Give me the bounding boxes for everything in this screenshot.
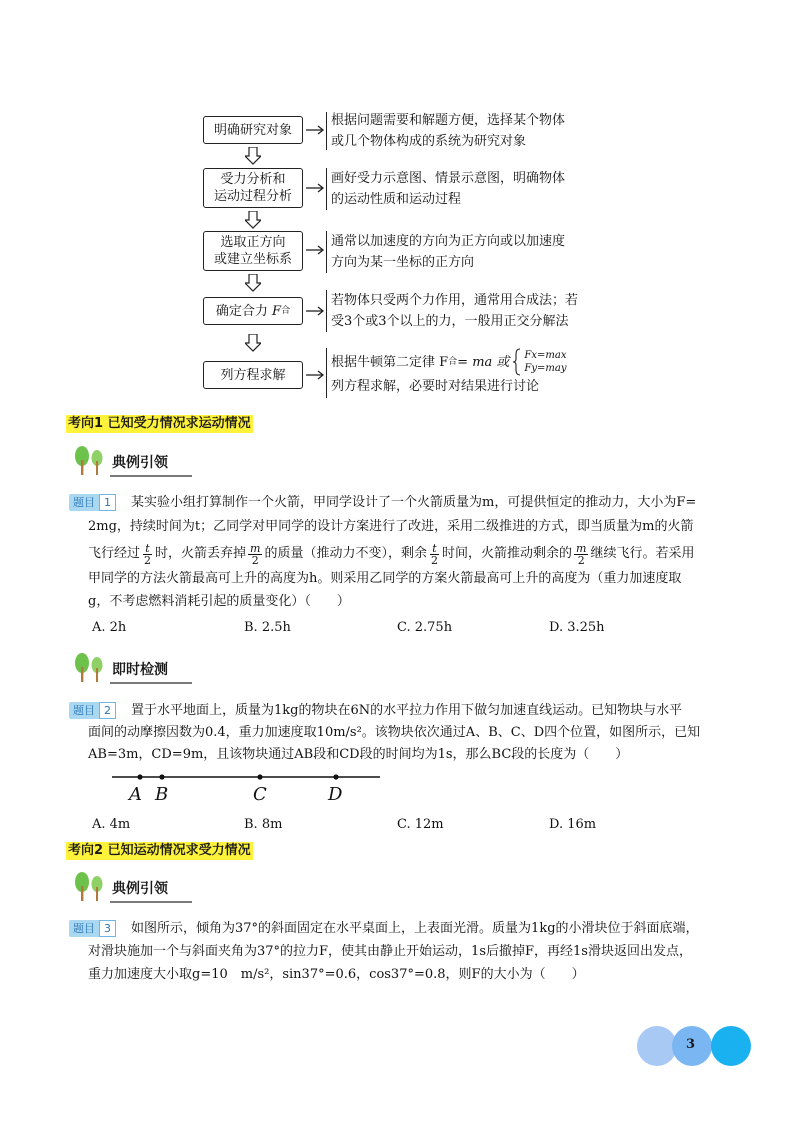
fraction-numerator: t [145, 541, 150, 555]
flow-desc-line: 画好受力示意图、情景示意图，明确物体 [331, 171, 566, 186]
flow-box-net-force [203, 297, 303, 325]
option-b[interactable]: B. 2.5h [244, 620, 291, 635]
brace-line [326, 168, 327, 210]
point-c [257, 774, 262, 779]
point-a [137, 774, 142, 779]
question-number: 3 [99, 920, 116, 937]
question-text-line: 如图所示，倾角为37°的斜面固定在水平桌面上，上表面光滑。质量为1kg的小滑块位于斜面底端， [131, 921, 699, 936]
flow-desc-line: 方向为某一坐标的正方向 [331, 255, 475, 270]
component-equations [524, 349, 566, 375]
right-arrow-icon [306, 182, 326, 194]
flow-box-label: 列方程求解 [220, 367, 286, 383]
newton-law-line [331, 348, 566, 376]
subheading-label: 典例引领 [112, 455, 168, 471]
page-number: 3 [686, 1037, 696, 1052]
label-a: A [129, 784, 142, 805]
subheading-example [70, 872, 192, 906]
question-tag [69, 702, 116, 719]
option-c[interactable]: C. 12m [397, 817, 444, 832]
right-arrow-icon [306, 369, 326, 381]
subheading-check [70, 653, 192, 687]
flow-box-coordinate [203, 231, 303, 271]
subheading-underline [110, 901, 192, 903]
option-a[interactable]: A. 4m [92, 817, 131, 832]
question-number: 2 [99, 702, 116, 719]
flow-desc [331, 290, 578, 332]
label-c: C [253, 784, 267, 805]
subheading-underline [110, 682, 192, 684]
flow-desc-text: 根据牛顿第二定律 F [331, 354, 449, 370]
flow-box-label: 选取正方向 [220, 235, 286, 250]
label-b: B [155, 784, 169, 805]
text-segment: 时间，火箭推动剩余的 [441, 546, 572, 561]
question-text-line: AB=3m，CD=9m，且该物块通过AB段和CD段的时间均为1s，那么BC段的长度为（ ） [88, 747, 629, 762]
fraction-denominator: 2 [251, 553, 259, 567]
flow-desc-line: 若物体只受两个力作用，通常用合成法；若 [331, 293, 579, 308]
right-arrow-icon [306, 244, 326, 256]
tree-icon [72, 872, 108, 902]
question-text-line: 对滑块施加一个与斜面夹角为37°的拉力F，使其由静止开始运动，1s后撤掉F，再经1s滑块返回出发点， [88, 944, 692, 959]
flow-desc [331, 168, 565, 210]
flow-box-label: 明确研究对象 [213, 122, 292, 138]
fraction [142, 543, 153, 566]
force-symbol: F [272, 303, 282, 319]
flow-desc-line: 的运动性质和运动过程 [331, 192, 462, 207]
force-subscript: 合 [448, 356, 458, 367]
question-text-line: 置于水平地面上，质量为1kg的物块在6N的水平拉力作用下做匀加速直线运动。已知物块与水平 [131, 703, 683, 718]
text-segment: 飞行经过 [88, 546, 141, 561]
fraction-denominator: 2 [577, 553, 585, 567]
flow-desc-line: 根据问题需要和解题方便，选择某个物体 [331, 113, 566, 128]
flow-box-force-analysis [203, 168, 303, 208]
option-c[interactable]: C. 2.75h [397, 620, 453, 635]
question-text-line: 2mg，持续时间为t；乙同学对甲同学的设计方案进行了改进，采用二级推进的方式，即当质量为m的火箭 [88, 519, 694, 534]
down-arrow-icon [245, 211, 261, 229]
point-b [159, 774, 164, 779]
flow-desc-line: 通常以加速度的方向为正方向或以加速度 [331, 234, 566, 249]
flow-desc-text: = ma 或 [457, 354, 510, 370]
tree-icon [72, 446, 108, 476]
option-b[interactable]: B. 8m [244, 817, 283, 832]
question-tag-label: 题目 [69, 494, 99, 511]
point-d [333, 774, 338, 779]
fraction-denominator: 2 [144, 553, 152, 567]
question-text-line [88, 540, 694, 568]
question-text-line: 重力加速度大小取g=10 m/s²，sin37°=0.6，cos37°=0.8，则F的大小为（ ） [88, 967, 585, 982]
down-arrow-icon [245, 274, 261, 292]
question-tag-label: 题目 [69, 920, 99, 937]
question-text-line: 甲同学的方法火箭最高可上升的高度为h。则采用乙同学的方案火箭最高可上升的高度为（重力加速度取 [88, 571, 682, 586]
label-d: D [328, 784, 343, 805]
flow-box-label: 确定合力 [215, 303, 268, 319]
flow-desc-line: 受3个或3个以上的力，一般用正交分解法 [331, 314, 569, 329]
flow-desc [331, 231, 565, 273]
option-a[interactable]: A. 2h [92, 620, 127, 635]
question-text-line: 面间的动摩擦因数为0.4，重力加速度取10m/s²。该物块依次通过A、B、C、D四个位置，如图所示，已知 [88, 725, 701, 740]
subheading-label: 典例引领 [112, 881, 168, 897]
fraction-denominator: 2 [430, 553, 438, 567]
flow-box-label: 运动过程分析 [213, 189, 292, 204]
text-segment: 的质量（推动力不变），剩余 [264, 546, 427, 561]
flow-desc [331, 348, 566, 397]
flow-box-label: 或建立坐标系 [213, 252, 292, 267]
brace-line [326, 231, 327, 273]
force-subscript: 合 [281, 305, 291, 316]
equation-x: Fx=max [524, 350, 567, 361]
flow-desc-line: 或几个物体构成的系统为研究对象 [331, 134, 527, 149]
fraction-numerator: m [576, 541, 587, 555]
fraction [248, 543, 262, 566]
subheading-label: 即时检测 [112, 662, 168, 678]
fraction-numerator: m [250, 541, 261, 555]
equation-y: Fy=may [524, 363, 567, 374]
text-segment: 时，火箭丢弃掉 [155, 546, 247, 561]
fraction [574, 543, 588, 566]
right-arrow-icon [306, 305, 326, 317]
question-text-line: 某实验小组打算制作一个火箭，甲同学设计了一个火箭质量为m，可提供恒定的推动力，大小为F= [131, 495, 697, 510]
flow-desc [331, 110, 565, 152]
section-heading: 考向1 已知受力情况求运动情况 [68, 416, 251, 431]
fraction [429, 543, 440, 566]
option-d[interactable]: D. 3.25h [549, 620, 605, 635]
question-text-line: g，不考虑燃料消耗引起的质量变化）（ ） [88, 594, 350, 609]
tree-icon [72, 653, 108, 683]
question-tag-label: 题目 [69, 702, 99, 719]
down-arrow-icon [245, 147, 261, 165]
flow-desc-line: 列方程求解，必要时对结果进行讨论 [331, 379, 540, 394]
brace-line [326, 348, 327, 398]
right-arrow-icon [306, 124, 326, 136]
flow-box-solve [203, 361, 303, 389]
brace-line [326, 112, 327, 150]
down-arrow-icon [245, 334, 261, 352]
section-heading: 考向2 已知运动情况求受力情况 [68, 843, 251, 858]
text-segment: 继续飞行。若采用 [590, 546, 695, 561]
page-number-badge [637, 1026, 751, 1066]
flow-box-research-object [203, 116, 303, 144]
option-d[interactable]: D. 16m [549, 817, 597, 832]
subheading-example [70, 446, 192, 480]
position-diagram [112, 768, 384, 808]
question-tag [69, 494, 116, 511]
question-tag [69, 920, 116, 937]
fraction-numerator: t [432, 541, 437, 555]
subheading-underline [110, 475, 192, 477]
question-number: 1 [99, 494, 116, 511]
left-brace-icon [512, 348, 522, 376]
flow-box-label: 受力分析和 [220, 172, 286, 187]
brace-line [326, 290, 327, 332]
